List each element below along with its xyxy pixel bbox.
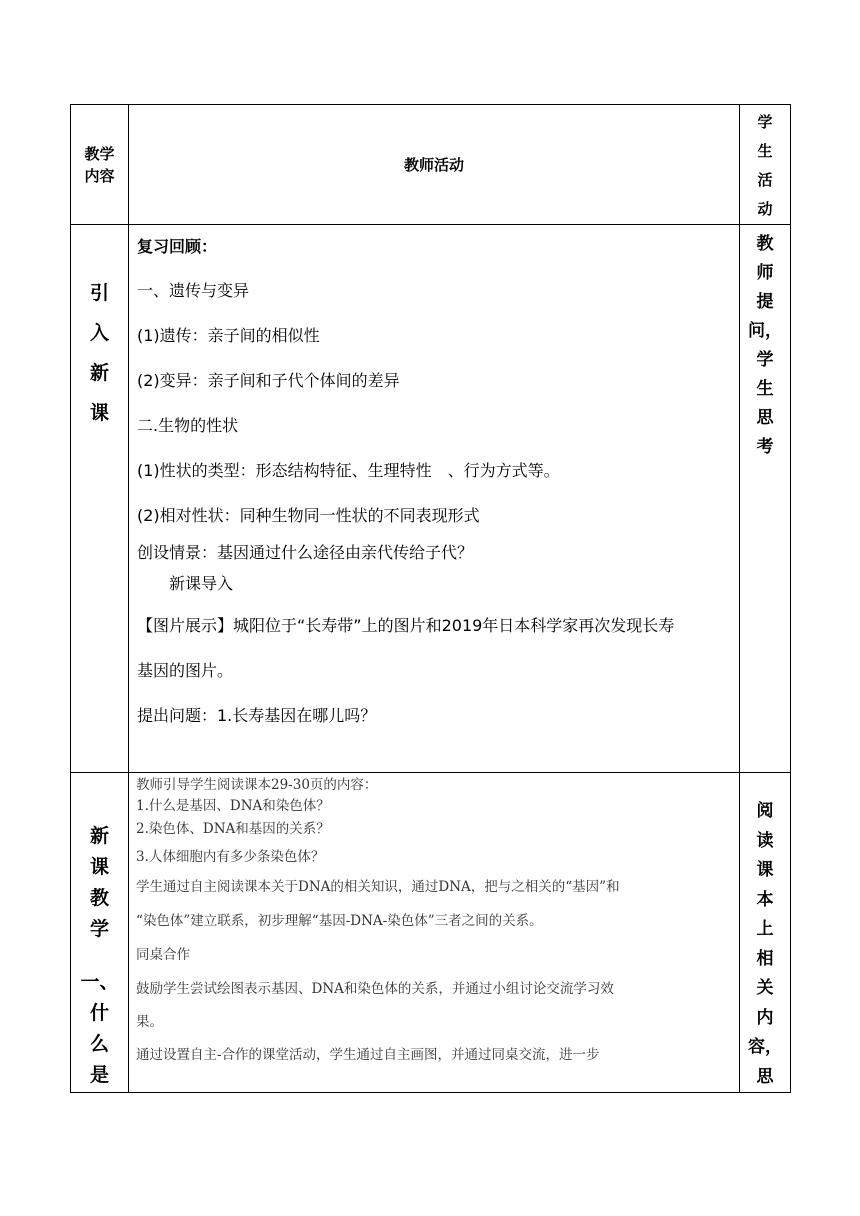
new-lesson-char [71, 945, 128, 967]
new-lesson-char: 新 [89, 825, 109, 847]
review-heading: 复习回顾： [137, 237, 218, 256]
intro-student-char: 师 [756, 263, 774, 283]
intro-student-char: 提 [756, 292, 774, 312]
activity-line: “染色体”建立联系，初步理解“基因-DNA-染色体”三者之间的关系。 [136, 913, 543, 929]
activity-line: 一、遗传与变异 [137, 281, 250, 300]
new-lesson-student-char: 课 [756, 860, 774, 880]
new-lesson-char: 么 [89, 1033, 109, 1055]
activity-line: 提出问题：1.长寿基因在哪儿吗？ [137, 706, 377, 725]
header-content-cell [71, 105, 129, 225]
header-teacher-activity: 教师活动 [129, 105, 740, 225]
intro-content-char: 引 [89, 282, 109, 304]
intro-student-char: 生 [756, 379, 774, 399]
new-lesson-char: 课 [89, 856, 109, 878]
intro-content-char: 新 [89, 362, 109, 384]
new-lesson-student-char: 本 [756, 889, 774, 910]
new-lesson-row [71, 773, 791, 1093]
intro-student-char: 教 [756, 234, 774, 254]
activity-line: 学生通过自主阅读课本关于DNA的相关知识，通过DNA，把与之相关的“基因”和 [136, 879, 620, 895]
new-lesson-char: 一、 [80, 971, 119, 993]
activity-line: 【图片展示】城阳位于“长寿带”上的图片和2019年日本科学家再次发现长寿 [137, 616, 675, 635]
intro-row [71, 225, 791, 773]
intro-content-char: 入 [89, 322, 109, 344]
header-student-activity [740, 105, 791, 225]
activity-line: 果。 [136, 1014, 163, 1030]
activity-line: 二.生物的性状 [137, 416, 239, 435]
activity-line: (2)相对性状：同种生物同一性状的不同表现形式 [137, 506, 480, 525]
activity-line: 3.人体细胞内有多少条染色体？ [136, 849, 325, 865]
new-lesson-char: 什 [89, 1002, 109, 1024]
intro-student-char: 考 [756, 437, 774, 457]
new-lesson-student-char: 容， [748, 1037, 782, 1057]
header-row [71, 105, 791, 225]
new-lesson-content-cell [71, 773, 129, 1093]
activity-line: 通过设置自主-合作的课堂活动，学生通过自主画图，并通过同桌交流，进一步 [136, 1047, 600, 1063]
activity-line: 创设情景：基因通过什么途径由亲代传给子代？ [137, 543, 474, 562]
new-lesson-student-char: 思 [756, 1066, 774, 1087]
new-lesson-student-char: 上 [756, 919, 774, 939]
activity-line: 鼓励学生尝试绘图表示基因、DNA和染色体的关系，并通过小组讨论交流学习效 [136, 981, 614, 997]
header-student-char: 学 [757, 113, 773, 131]
lesson-plan-table [70, 104, 791, 1093]
new-lesson-student-char: 阅 [756, 801, 774, 821]
intro-student-char: 思 [756, 408, 774, 428]
activity-line: (2)变异：亲子间和子代个体间的差异 [137, 371, 400, 390]
new-lesson-char: 学 [89, 918, 109, 940]
intro-student-activity [740, 225, 791, 773]
new-lesson-char: 教 [89, 887, 109, 909]
activity-line: 教师引导学生阅读课本29-30页的内容： [136, 777, 378, 793]
intro-student-char: 问， [748, 321, 782, 341]
activity-line: (1)性状的类型：形态结构特征、生理特性 、行为方式等。 [137, 461, 560, 480]
activity-line: (1)遗传：亲子间的相似性 [137, 326, 320, 345]
new-lesson-student-char: 内 [756, 1007, 774, 1028]
new-lesson-student-char: 关 [756, 978, 774, 998]
activity-line: 2.染色体、DNA和基因的关系？ [136, 821, 330, 837]
intro-content-cell [71, 225, 129, 773]
header-content-line: 教学 [84, 144, 115, 163]
header-student-char: 动 [757, 200, 773, 218]
new-lesson-student-char: 读 [756, 830, 774, 851]
intro-content-char: 课 [89, 402, 109, 424]
new-lesson-student-char: 相 [756, 948, 774, 969]
header-content-line: 内容 [84, 166, 115, 185]
header-student-char: 活 [757, 171, 773, 189]
activity-line: 同桌合作 [136, 947, 190, 963]
activity-line: 基因的图片。 [137, 661, 234, 680]
activity-line: 1.什么是基因、DNA和染色体？ [136, 798, 330, 814]
intro-teacher-activity [129, 225, 740, 773]
new-lesson-char: 是 [89, 1064, 109, 1086]
activity-line: 新课导入 [169, 574, 234, 593]
new-lesson-teacher-activity [129, 773, 740, 1093]
header-student-char: 生 [757, 142, 773, 160]
new-lesson-student-activity [740, 773, 791, 1093]
intro-student-char: 学 [756, 350, 774, 370]
